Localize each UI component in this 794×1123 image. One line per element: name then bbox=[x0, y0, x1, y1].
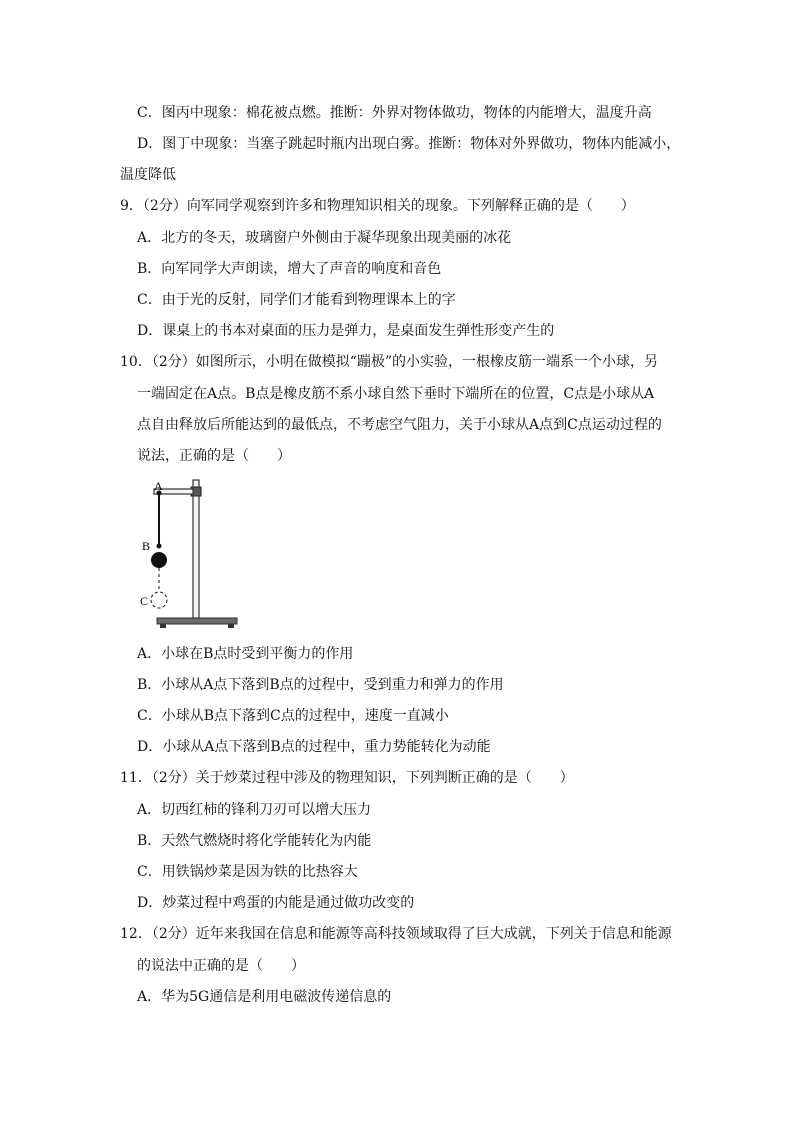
bungee-apparatus-figure bbox=[140, 474, 250, 634]
ball bbox=[151, 552, 167, 568]
label-b: B bbox=[142, 539, 151, 553]
q10-stem-line3: 点自由释放后所能达到的最低点，不考虑空气阻力，关于小球从A点到C点运动过程的 bbox=[137, 417, 662, 433]
q10-option-d: D．小球从A点下落到B点的过程中，重力势能转化为动能 bbox=[137, 739, 491, 755]
q12-stem: 12．（2分）近年来我国在信息和能源等高科技领域取得了巨大成就，下列关于信息和能源 bbox=[120, 926, 672, 942]
q8-option-c: C．图丙中现象：棉花被点燃。推断：外界对物体做功，物体的内能增大，温度升高 bbox=[137, 105, 652, 121]
q11-stem: 11．（2分）关于炒菜过程中涉及的物理知识，下列判断正确的是（ ） bbox=[120, 770, 574, 786]
q10-option-b: B．小球从A点下落到B点的过程中，受到重力和弹力的作用 bbox=[137, 677, 504, 693]
q9-stem: 9．（2分）向军同学观察到许多和物理知识相关的现象。下列解释正确的是（ ） bbox=[120, 198, 635, 214]
q9-option-c: C．由于光的反射，同学们才能看到物理课本上的字 bbox=[137, 292, 456, 308]
stand-foot-left bbox=[160, 624, 166, 628]
q10-option-c: C．小球从B点下落到C点的过程中，速度一直减小 bbox=[137, 708, 449, 724]
stand-rod bbox=[193, 480, 199, 618]
q10-option-a: A．小球在B点时受到平衡力的作用 bbox=[137, 646, 354, 662]
q10-stem-line4: 说法，正确的是（ ） bbox=[137, 448, 291, 464]
stand-foot-right bbox=[228, 624, 234, 628]
q10-stem: 10．（2分）如图所示，小明在做模拟“蹦极”的小实验，一根橡皮筋一端系一个小球，另 bbox=[120, 354, 659, 370]
q10-stem-line2: 一端固定在A点。B点是橡皮筋不系小球自然下垂时下端所在的位置，C点是小球从A bbox=[137, 386, 655, 402]
q12-stem-line2: 的说法中正确的是（ ） bbox=[137, 958, 305, 974]
q11-option-a: A．切西红柿的锋利刀刃可以增大压力 bbox=[137, 802, 372, 818]
q12-option-a: A．华为5G通信是利用电磁波传递信息的 bbox=[137, 989, 392, 1005]
q11-option-d: D．炒菜过程中鸡蛋的内能是通过做功改变的 bbox=[137, 895, 415, 911]
q11-option-c: C．用铁锅炒菜是因为铁的比热容大 bbox=[137, 864, 358, 880]
point-b-dot bbox=[157, 544, 162, 549]
q8-option-d: D．图丁中现象：当塞子跳起时瓶内出现白雾。推断：物体对外界做功，物体内能减小， bbox=[137, 136, 681, 152]
label-c: C bbox=[140, 594, 149, 608]
q9-option-b: B．向军同学大声朗读，增大了声音的响度和音色 bbox=[137, 261, 442, 277]
q11-option-b: B．天然气燃烧时将化学能转化为内能 bbox=[137, 833, 372, 849]
q8-option-d-continued: 温度降低 bbox=[120, 167, 176, 183]
label-a: A bbox=[154, 479, 163, 493]
q9-option-a: A．北方的冬天，玻璃窗户外侧由于凝华现象出现美丽的冰花 bbox=[137, 230, 512, 246]
stand-base bbox=[157, 618, 237, 624]
ball-lowest-position bbox=[151, 592, 167, 608]
q9-option-d: D．课桌上的书本对桌面的压力是弹力，是桌面发生弹性形变产生的 bbox=[137, 323, 555, 339]
